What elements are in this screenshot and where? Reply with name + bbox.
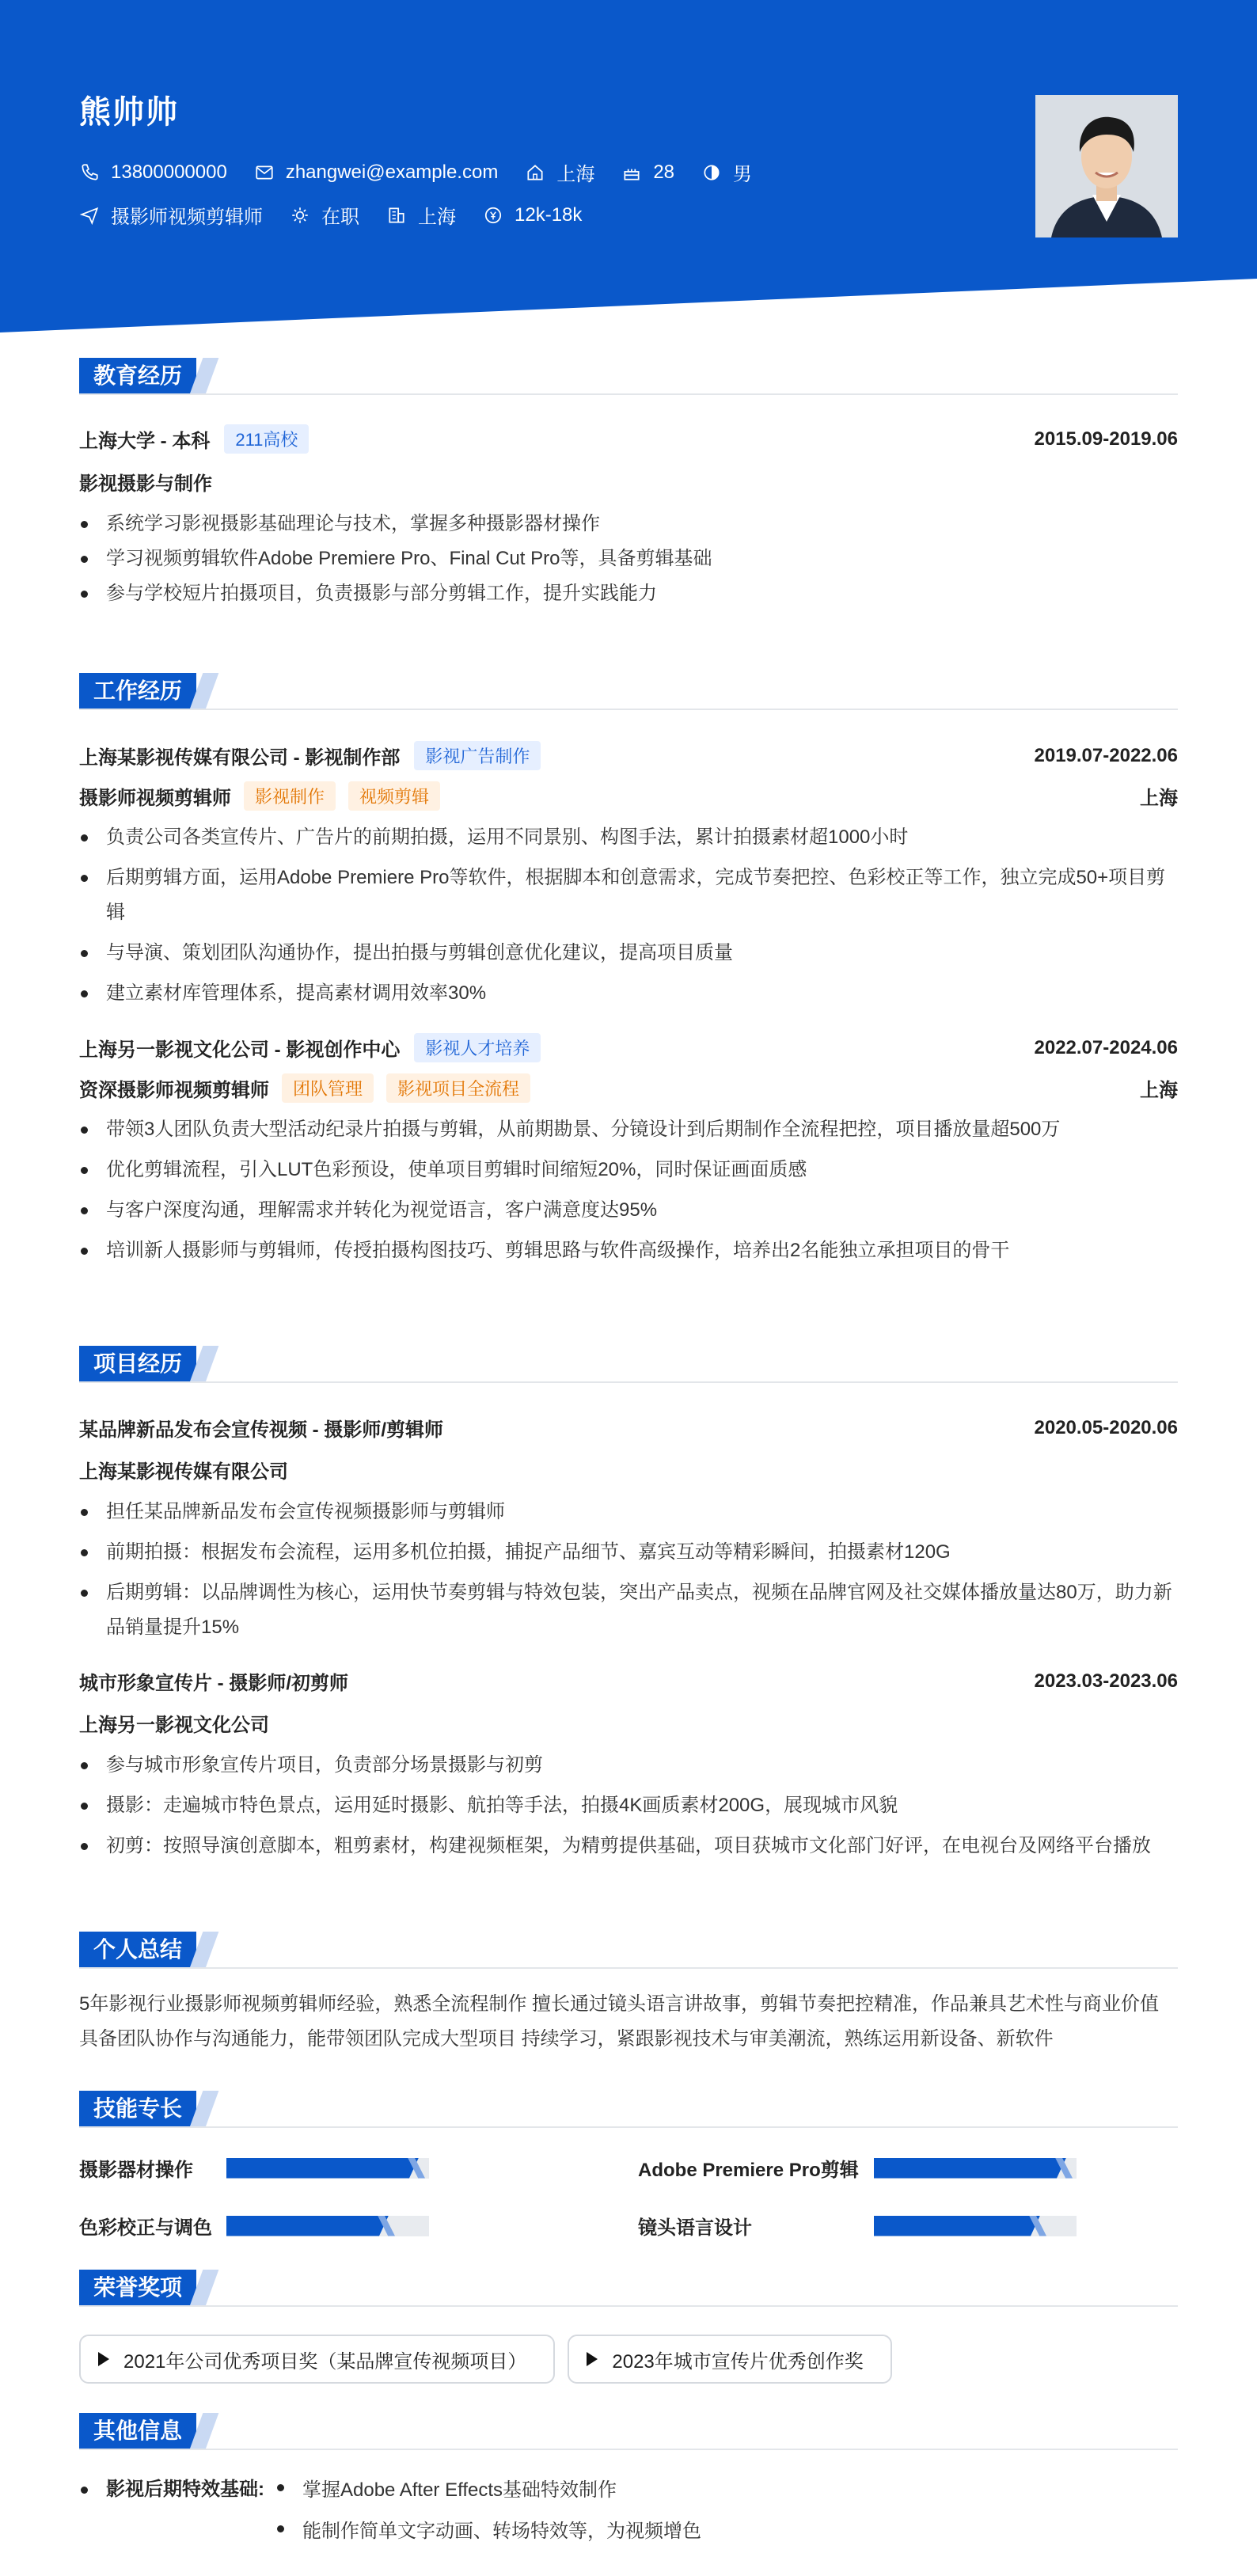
project-dates: 2023.03-2023.06 <box>1034 1670 1178 1692</box>
job-text: 摄影师视频剪辑师 <box>111 207 263 228</box>
list-item: 系统学习影视摄影基础理论与技术，掌握多种摄影器材操作 <box>79 507 1178 541</box>
skill-grid <box>79 2154 1178 2240</box>
salary-item <box>483 204 582 226</box>
skill-level-bar <box>874 2216 1077 2236</box>
project-name: 城市形象宣传片 - 摄影师/初剪师 <box>79 1673 348 1694</box>
other-entry <box>79 2470 1178 2552</box>
list-item: 初剪：按照导演创意脚本，粗剪素材，构建视频框架，为精剪提供基础，项目获城市文化部门好评，在电视台及网络平台播放 <box>79 1829 1178 1864</box>
project-dates: 2020.05-2020.06 <box>1034 1416 1178 1438</box>
skill-level-bar <box>874 2158 1077 2179</box>
skill-item <box>79 2154 638 2182</box>
job-item <box>79 201 263 229</box>
list-item: 前期拍摄：根据发布会流程，运用多机位拍摄，捕捉产品细节、嘉宾互动等精彩瞬间，拍摄素材120G <box>79 1535 1178 1570</box>
section-title: 项目经历 <box>79 1346 196 1382</box>
age-item <box>621 161 674 184</box>
section-title: 其他信息 <box>79 2413 196 2449</box>
cake-icon <box>621 162 642 183</box>
award-chip <box>568 2335 891 2384</box>
list-item: 与客户深度沟通，理解需求并转化为视觉语言，客户满意度达95% <box>79 1193 1178 1228</box>
status-item <box>290 201 359 229</box>
phone-item <box>79 161 227 184</box>
position-name: 摄影师视频剪辑师 <box>79 788 231 809</box>
section-header <box>79 2270 1178 2308</box>
list-item: 与导演、策划团队沟通协作，提出拍摄与剪辑创意优化建议，提高项目质量 <box>79 936 1178 971</box>
section-header <box>79 2091 1178 2129</box>
gender-item <box>701 158 752 186</box>
school-name: 上海大学 - 本科 <box>79 431 211 452</box>
list-item: 参与城市形象宣传片项目，负责部分场景摄影与初剪 <box>79 1748 1178 1783</box>
position-tag: 视频剪辑 <box>348 781 440 811</box>
list-item: 能制作简单文字动画、转场特效等，为视频增色 <box>275 2511 701 2552</box>
list-item: 负责公司各类宣传片、广告片的前期拍摄，运用不同景别、构图手法，累计拍摄素材超1000小时 <box>79 820 1178 855</box>
section-title: 个人总结 <box>79 1932 196 1968</box>
job-dates: 2019.07-2022.06 <box>1034 744 1178 766</box>
section-header <box>79 1346 1178 1384</box>
list-item: 优化剪辑流程，引入LUT色彩预设，使单项目剪辑时间缩短20%，同时保证画面质感 <box>79 1153 1178 1187</box>
job-city: 上海 <box>1140 788 1178 809</box>
skill-name: 色彩校正与调色 <box>79 2217 212 2239</box>
position-tag: 影视制作 <box>244 781 336 811</box>
skill-item <box>79 2212 638 2240</box>
education-dates: 2015.09-2019.06 <box>1034 427 1178 450</box>
project-entry-header <box>79 1414 1178 1442</box>
play-triangle-icon <box>98 2352 109 2366</box>
profile-photo <box>1035 95 1178 237</box>
gender-text: 男 <box>733 164 753 185</box>
project-name: 某品牌新品发布会宣传视频 - 摄影师/剪辑师 <box>79 1419 443 1441</box>
list-item: 学习视频剪辑软件Adobe Premiere Pro、Final Cut Pro等，具备剪辑基础 <box>79 541 1178 576</box>
skill-level-fill <box>874 2158 1066 2179</box>
skill-item <box>638 2212 1178 2240</box>
job-entry-header <box>79 1033 1178 1062</box>
job-intent-row <box>79 201 609 229</box>
job-duty-list <box>79 1112 1178 1268</box>
list-item: 后期剪辑：以品牌调性为核心，运用快节奏剪辑与特效包装，突出产品卖点，视频在品牌官网及社交媒体播放量达80万，助力新品销量提升15% <box>79 1575 1178 1645</box>
projects-section <box>79 1346 1178 1864</box>
list-item: 培训新人摄影师与剪辑师，传授拍摄构图技巧、剪辑思路与软件高级操作，培养出2名能独立承担项目的骨干 <box>79 1233 1178 1268</box>
summary-line: 5年影视行业摄影师视频剪辑师经验，熟悉全流程制作 擅长通过镜头语言讲故事，剪辑节奏把控精准，作品兼具艺术性与商业价值 <box>79 1993 1160 2015</box>
summary-text <box>79 1987 1178 2057</box>
skill-level-fill <box>226 2216 389 2236</box>
skill-level-fill <box>874 2216 1040 2236</box>
list-item: 掌握Adobe After Effects基础特效制作 <box>275 2470 701 2511</box>
job-entry-header <box>79 741 1178 770</box>
other-section <box>79 2413 1178 2552</box>
phone-text: 13800000000 <box>111 161 227 183</box>
list-item: 摄影：走遍城市特色景点，运用延时摄影、航拍等手法，拍摄4K画质素材200G，展现城市风貌 <box>79 1788 1178 1823</box>
salary-text: 12k-18k <box>515 203 583 226</box>
location-item <box>525 158 594 186</box>
email-text: zhangwei@example.com <box>285 161 499 183</box>
award-chip <box>79 2335 555 2384</box>
section-header <box>79 1932 1178 1970</box>
skill-level-bar <box>226 2216 429 2236</box>
skills-section <box>79 2091 1178 2240</box>
mail-icon <box>254 162 275 183</box>
list-item: 担任某品牌新品发布会宣传视频摄影师与剪辑师 <box>79 1495 1178 1529</box>
education-entry-header <box>79 424 1178 454</box>
section-title: 荣誉奖项 <box>79 2270 196 2306</box>
major-name: 影视摄影与制作 <box>79 473 212 495</box>
building-icon <box>386 205 407 226</box>
resume-header <box>0 0 1257 332</box>
section-divider <box>79 1967 1178 1969</box>
award-text: 2021年公司优秀项目奖（某品牌宣传视频项目） <box>123 2350 527 2373</box>
skill-level-fill <box>226 2158 419 2179</box>
section-divider <box>79 1381 1178 1383</box>
school-tag: 211高校 <box>224 424 309 454</box>
section-divider <box>79 393 1178 395</box>
list-item: 带领3人团队负责大型活动纪录片拍摄与剪辑，从前期勘景、分镜设计到后期制作全流程把控，项目播放量超500万 <box>79 1112 1178 1147</box>
section-divider <box>79 2126 1178 2128</box>
gear-icon <box>290 205 310 226</box>
section-title: 工作经历 <box>79 673 196 709</box>
job-duty-list <box>79 820 1178 1011</box>
awards-section <box>79 2270 1178 2384</box>
job-position-row <box>79 781 1178 811</box>
list-item: 后期剪辑方面，运用Adobe Premiere Pro等软件，根据脚本和创意需求，完成节奏把控、色彩校正等工作，独立完成50+项目剪辑 <box>79 861 1178 930</box>
send-icon <box>79 205 100 226</box>
skill-name: 摄影器材操作 <box>79 2160 193 2181</box>
summary-section <box>79 1932 1178 2057</box>
project-list <box>79 1748 1178 1864</box>
summary-line: 具备团队协作与沟通能力，能带领团队完成大型项目 持续学习，紧跟影视技术与审美潮流，熟练运用新设备、新软件 <box>79 2028 1054 2050</box>
gender-icon <box>701 162 722 183</box>
contact-row <box>79 158 779 186</box>
list-item: 参与学校短片拍摄项目，负责摄影与部分剪辑工作，提升实践能力 <box>79 576 1178 611</box>
money-icon <box>483 205 503 226</box>
play-triangle-icon <box>587 2352 598 2366</box>
position-name: 资深摄影师视频剪辑师 <box>79 1080 269 1101</box>
company-tag: 影视广告制作 <box>414 741 541 770</box>
company-name: 上海某影视传媒有限公司 - 影视制作部 <box>79 747 401 769</box>
position-tag: 团队管理 <box>282 1073 374 1103</box>
city-text: 上海 <box>418 207 456 228</box>
section-title: 技能专长 <box>79 2091 196 2127</box>
section-title: 教育经历 <box>79 358 196 394</box>
company-tag: 影视人才培养 <box>414 1033 541 1062</box>
email-item <box>254 161 499 184</box>
other-label: 影视后期特效基础: <box>79 2470 275 2552</box>
job-position-row <box>79 1073 1178 1103</box>
project-list <box>79 1495 1178 1645</box>
project-org: 上海某影视传媒有限公司 <box>79 1461 288 1483</box>
skill-name: Adobe Premiere Pro剪辑 <box>638 2160 859 2181</box>
education-section <box>79 358 1178 611</box>
education-list <box>79 507 1178 611</box>
phone-icon <box>79 162 100 183</box>
position-tag: 影视项目全流程 <box>386 1073 530 1103</box>
section-header <box>79 358 1178 396</box>
section-divider <box>79 2449 1178 2450</box>
other-list <box>275 2470 701 2552</box>
list-item: 建立素材库管理体系，提高素材调用效率30% <box>79 976 1178 1011</box>
project-entry-header <box>79 1667 1178 1695</box>
project-org: 上海另一影视文化公司 <box>79 1715 269 1736</box>
home-icon <box>525 162 545 183</box>
section-header <box>79 673 1178 711</box>
work-section <box>79 673 1178 1268</box>
section-header <box>79 2413 1178 2451</box>
job-dates: 2022.07-2024.06 <box>1034 1036 1178 1058</box>
candidate-name: 熊帅帅 <box>79 95 179 130</box>
age-text: 28 <box>653 161 675 183</box>
section-divider <box>79 2305 1178 2307</box>
section-divider <box>79 709 1178 710</box>
status-text: 在职 <box>321 207 359 228</box>
award-text: 2023年城市宣传片优秀创作奖 <box>612 2350 864 2373</box>
award-list <box>79 2335 1178 2384</box>
job-city: 上海 <box>1140 1080 1178 1101</box>
company-name: 上海另一影视文化公司 - 影视创作中心 <box>79 1039 401 1061</box>
city-item <box>386 201 456 229</box>
skill-item <box>638 2154 1178 2182</box>
skill-level-bar <box>226 2158 429 2179</box>
location-text: 上海 <box>556 164 595 185</box>
skill-name: 镜头语言设计 <box>638 2217 752 2239</box>
